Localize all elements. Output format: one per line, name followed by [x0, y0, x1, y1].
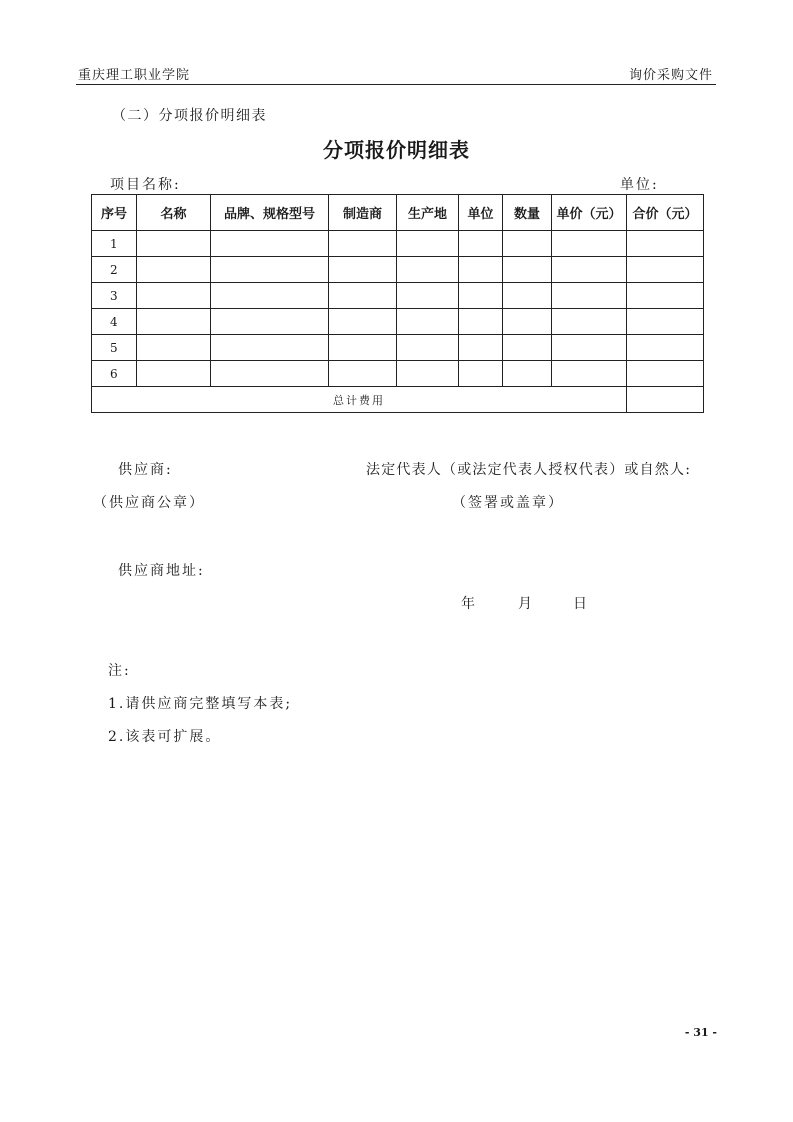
table-row [92, 361, 704, 387]
table-cell [211, 231, 329, 257]
table-cell [459, 361, 503, 387]
note-item: 2.该表可扩展。 [108, 729, 222, 745]
table-cell [211, 361, 329, 387]
table-cell [627, 283, 704, 309]
table-cell [552, 283, 627, 309]
legal-representative-label: 法定代表人（或法定代表人授权代表）或自然人: [366, 462, 692, 478]
table-cell [459, 257, 503, 283]
table-cell [211, 309, 329, 335]
table-header-row [92, 195, 704, 231]
table-cell [397, 283, 459, 309]
header-rule [76, 84, 716, 85]
table-cell [627, 309, 704, 335]
date-year: 年 [461, 596, 477, 612]
table-cell [503, 283, 552, 309]
table-cell [503, 257, 552, 283]
table-cell [552, 309, 627, 335]
header-document-type: 询价采购文件 [628, 68, 713, 83]
table-row [92, 257, 704, 283]
unit-label: 单位: [620, 177, 659, 193]
section-heading: （二）分项报价明细表 [112, 108, 267, 124]
table-cell [627, 257, 704, 283]
table-cell [137, 231, 211, 257]
header-school-name: 重庆理工职业学院 [78, 68, 191, 83]
row-number: 5 [92, 335, 137, 361]
date-month: 月 [518, 596, 534, 612]
project-name-label: 项目名称: [110, 177, 181, 193]
supplier-address-label: 供应商地址: [118, 563, 205, 579]
table-cell [137, 309, 211, 335]
sign-or-seal-note: （签署或盖章） [452, 495, 564, 511]
column-header: 数量 [503, 195, 552, 231]
table-cell [211, 283, 329, 309]
table-cell [552, 335, 627, 361]
table-cell [211, 335, 329, 361]
table-cell [552, 257, 627, 283]
column-header: 制造商 [329, 195, 397, 231]
column-header: 序号 [92, 195, 137, 231]
table-cell [329, 361, 397, 387]
table-cell [329, 257, 397, 283]
table-cell [503, 231, 552, 257]
total-row [92, 387, 704, 413]
row-number: 4 [92, 309, 137, 335]
column-header: 生产地 [397, 195, 459, 231]
total-label: 总计费用 [92, 387, 627, 413]
table-cell [627, 335, 704, 361]
table-cell [627, 361, 704, 387]
table-cell [329, 283, 397, 309]
note-item: 1.请供应商完整填写本表; [108, 696, 293, 712]
table-cell [459, 231, 503, 257]
table-cell [137, 335, 211, 361]
table-cell [397, 231, 459, 257]
quotation-detail-table [91, 194, 704, 413]
table-cell [459, 309, 503, 335]
column-header: 名称 [137, 195, 211, 231]
table-row [92, 283, 704, 309]
table-row [92, 335, 704, 361]
table-cell [459, 335, 503, 361]
table-cell [552, 361, 627, 387]
table-row [92, 309, 704, 335]
page-title: 分项报价明细表 [323, 138, 470, 162]
table-cell [397, 257, 459, 283]
column-header: 单位 [459, 195, 503, 231]
table-cell [137, 283, 211, 309]
table-cell [459, 283, 503, 309]
column-header: 品牌、规格型号 [211, 195, 329, 231]
table-cell [137, 361, 211, 387]
supplier-seal-note: （供应商公章） [93, 495, 205, 511]
table-cell [329, 231, 397, 257]
table-cell [397, 309, 459, 335]
notes-label: 注: [108, 663, 131, 679]
table-cell [503, 361, 552, 387]
table-cell [137, 257, 211, 283]
row-number: 3 [92, 283, 137, 309]
date-day: 日 [573, 596, 589, 612]
table-cell [397, 335, 459, 361]
table-cell [397, 361, 459, 387]
row-number: 6 [92, 361, 137, 387]
table-cell [552, 231, 627, 257]
column-header: 合价（元） [627, 195, 704, 231]
column-header: 单价（元） [552, 195, 627, 231]
total-value [627, 387, 704, 413]
row-number: 2 [92, 257, 137, 283]
row-number: 1 [92, 231, 137, 257]
table-cell [329, 309, 397, 335]
supplier-label: 供应商: [118, 462, 173, 478]
table-cell [627, 231, 704, 257]
table-cell [503, 309, 552, 335]
table-cell [329, 335, 397, 361]
table-cell [211, 257, 329, 283]
page-number: - 31 - [684, 1026, 717, 1039]
table-row [92, 231, 704, 257]
table-cell [503, 335, 552, 361]
